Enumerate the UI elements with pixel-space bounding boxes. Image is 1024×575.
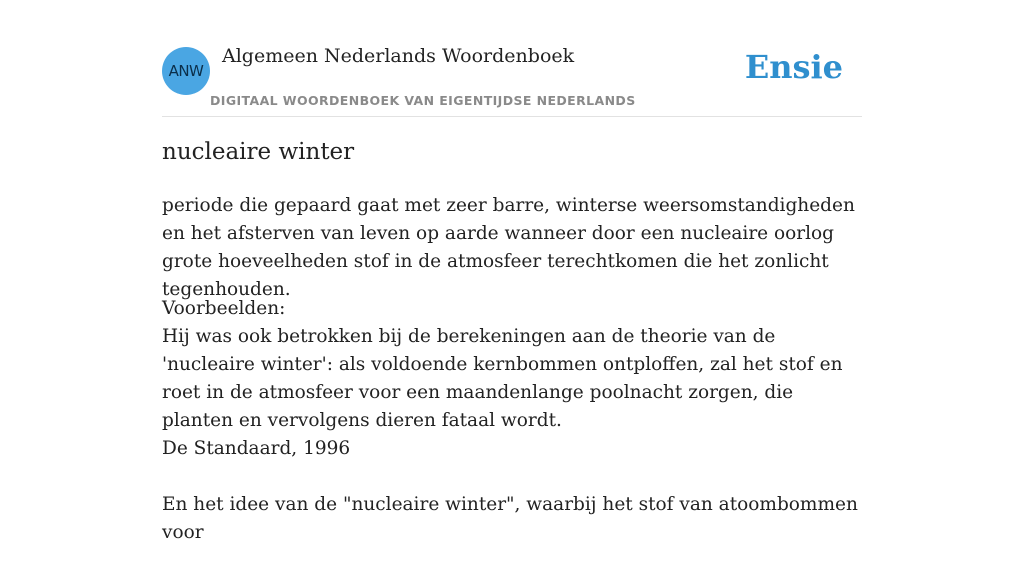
- page: [162, 0, 862, 543]
- examples-section: [162, 295, 862, 575]
- logo-text: ANW: [168, 62, 204, 80]
- example-item: [162, 323, 862, 463]
- site-subtitle: DIGITAAL WOORDENBOEK VAN EIGENTIJDSE NEDERLANDS: [210, 93, 636, 108]
- examples-label: Voorbeelden:: [162, 298, 286, 319]
- ensie-brand-link[interactable]: Ensie: [744, 48, 843, 86]
- example-item: [162, 491, 862, 547]
- anw-logo[interactable]: [162, 47, 210, 95]
- example-source: De Standaard, 1996: [162, 438, 351, 459]
- entry-definition: periode die gepaard gaat met zeer barre, winterse weersomstandigheden en het afsterven van leven op aarde wanneer door een nucleaire oorlog grote hoeveelheden stof in de atmosfeer terechtkomen die het zonlicht tegenhouden.: [162, 195, 855, 300]
- example-text: En het idee van de "nucleaire winter", waarbij het stof van atoombommen voor: [162, 494, 858, 543]
- entry-term: nucleaire winter: [162, 139, 355, 165]
- site-header: [162, 0, 862, 117]
- example-text: Hij was ook betrokken bij de berekeningen aan de theorie van de 'nucleaire winter': als voldoende kernbommen ontploffen, zal het stof en roet in de atmosfeer voor een maandenlange poolnacht zorgen, die planten en vervolgens dieren fataal wordt.: [162, 326, 843, 431]
- site-title[interactable]: Algemeen Nederlands Woordenboek: [222, 45, 575, 67]
